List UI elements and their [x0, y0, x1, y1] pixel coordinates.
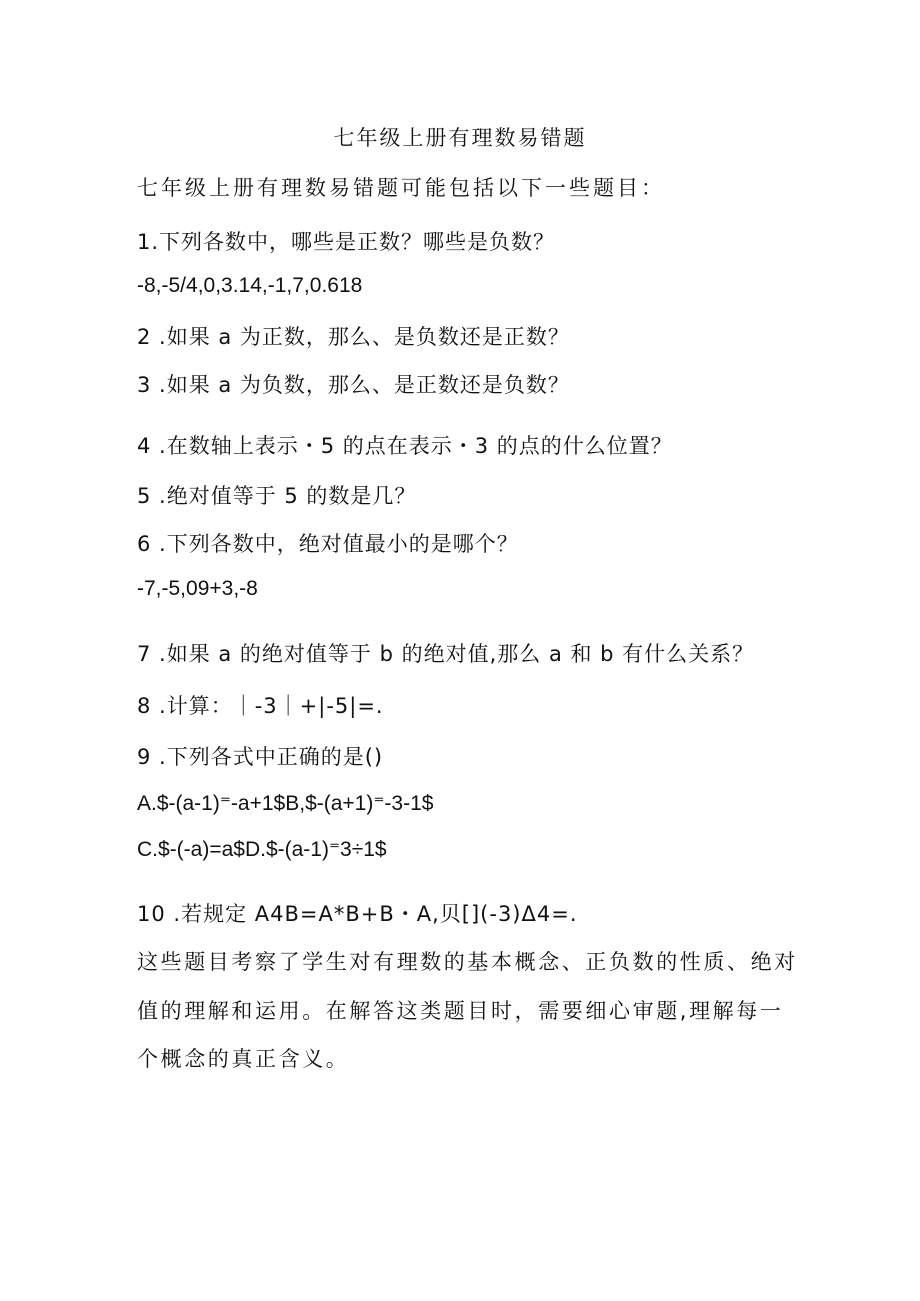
question-2: 2 .如果 a 为正数，那么、是负数还是正数？ [137, 325, 570, 349]
closing-line-1: 这些题目考察了学生对有理数的基本概念、正负数的性质、绝对 [137, 950, 798, 974]
question-9: 9 .下列各式中正确的是() [137, 745, 384, 769]
question-6-numbers: -7,-5,09+3,-8 [137, 577, 258, 600]
question-1: 1.下列各数中，哪些是正数？哪些是负数？ [137, 230, 556, 254]
question-5: 5 .绝对值等于 5 的数是几？ [137, 484, 417, 508]
question-9-options-cd: C.$-(-a)=a$D.$-(a-1)⁼3÷1$ [137, 838, 387, 861]
question-7: 7 .如果 a 的绝对值等于 b 的绝对值,那么 a 和 b 有什么关系？ [137, 642, 755, 666]
question-4: 4 .在数轴上表示・5 的点在表示・3 的点的什么位置？ [137, 434, 673, 458]
question-10: 10 .若规定 A4B=A*B+B・A,贝[](-3)Δ4=. [137, 902, 578, 926]
intro-line: 七年级上册有理数易错题可能包括以下一些题目： [137, 176, 665, 200]
closing-line-3: 个概念的真正含义。 [137, 1047, 350, 1071]
document-title: 七年级上册有理数易错题 [333, 126, 587, 150]
question-6: 6 .下列各数中，绝对值最小的是哪个？ [137, 532, 519, 556]
question-3: 3 .如果 a 为负数，那么、是正数还是负数？ [137, 373, 570, 397]
question-9-options-ab: A.$-(a-1)⁼-a+1$B,$-(a+1)⁼-3-1$ [137, 792, 434, 815]
question-8: 8 .计算：｜-3｜+|-5|=. [137, 694, 384, 718]
question-1-numbers: -8,-5/4,0,3.14,-1,7,0.618 [137, 274, 363, 297]
closing-line-2: 值的理解和运用。在解答这类题目时，需要细心审题,理解每一 [137, 999, 784, 1023]
